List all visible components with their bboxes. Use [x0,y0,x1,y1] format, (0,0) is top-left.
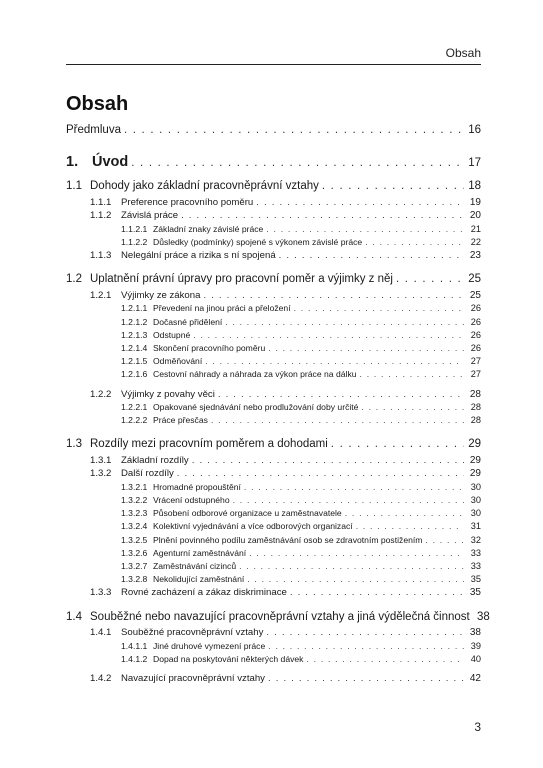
toc-entry-number: 1.1.1 [90,196,112,208]
toc-entry[interactable] [66,673,481,687]
page-number: 3 [474,720,481,734]
toc-entry-title: Působení odborové organizace u zaměstnavatele [153,508,342,519]
toc-entry[interactable] [66,343,481,356]
toc-entry-title: Opakované sjednávání nebo prodlužování doby určité [153,402,359,412]
toc-entry-page: 29 [469,454,481,466]
toc-entry-number: 1.3.1 [90,454,112,466]
toc-entry-page: 30 [470,481,481,492]
toc-entry-page: 17 [468,157,481,169]
toc-leader-dots [356,521,464,531]
toc-leader-dots [211,415,464,425]
toc-spacer [66,263,481,273]
toc-entry-page: 30 [470,508,481,519]
toc-entry[interactable] [66,508,481,521]
toc-leader-dots [331,438,464,450]
toc-entry-page: 27 [470,369,481,380]
toc-entry-number: 1. [66,154,79,170]
toc-entry-title: Dohody jako základní pracovněprávní vztahy [90,180,319,192]
toc-entry-title: Kolektivní vyjednávání a více odborových organizací [153,521,353,532]
toc-entry-number: 1.3.2.8 [121,574,148,585]
toc-entry-number: 1.3.2.4 [121,521,148,532]
toc-leader-dots [225,317,464,327]
toc-entry[interactable] [66,455,481,469]
toc-entry[interactable] [66,468,481,482]
toc-entry-number: 1.2.1.4 [121,342,148,353]
toc-entry[interactable] [66,654,481,667]
toc-entry[interactable] [66,402,481,415]
running-head: Obsah [445,46,481,60]
toc-leader-dots [279,250,464,261]
toc-entry-page: 21 [470,223,481,234]
toc-entry[interactable] [66,154,481,174]
toc-entry-page: 28 [469,388,481,400]
toc-entry-number: 1.1.2.2 [121,236,148,247]
toc-entry-title: Rovné zacházení a zákaz diskriminace [121,587,287,599]
toc-entry-number: 1.2 [66,273,82,286]
toc-entry-title: Další rozdíly [121,468,174,480]
toc-spacer [66,140,481,154]
toc-spacer [66,428,481,438]
table-of-contents [66,124,490,687]
toc-entry[interactable] [66,389,481,403]
toc-entry-number: 1.1.2 [90,210,112,221]
toc-entry-title: Odstupné [153,329,191,340]
toc-entry-number: 1.4.2 [90,673,112,685]
toc-entry-title: Převedení na jinou práci a přeložení [153,303,291,314]
toc-leader-dots [361,402,464,412]
toc-leader-dots [233,495,464,505]
toc-entry-number: 1.2.2.1 [121,402,148,412]
toc-entry-page: 16 [468,124,481,136]
toc-leader-dots [268,673,464,684]
toc-entry-number: 1.3.2.3 [121,508,148,519]
toc-entry[interactable] [66,197,481,211]
toc-leader-dots [244,482,464,492]
toc-entry[interactable] [66,210,481,224]
toc-entry-title: Hromadné propouštění [153,481,241,492]
toc-leader-dots [360,369,464,379]
toc-entry-title: Dopad na poskytování některých dávek [153,654,304,665]
toc-entry[interactable] [66,641,481,654]
page-title: Obsah [66,93,129,115]
toc-entry-page: 27 [470,356,481,367]
toc-entry-number: 1.1.2.1 [121,223,148,234]
toc-entry-page: 33 [470,561,481,571]
toc-leader-dots [247,574,464,584]
toc-entry-page: 42 [469,673,481,685]
toc-leader-dots [306,654,464,664]
toc-entry-page: 26 [470,329,481,340]
toc-entry-title: Zaměstnávání cizinců [153,561,237,571]
toc-entry-number: 1.2.1.5 [121,356,148,367]
toc-entry-page: 23 [469,249,481,261]
toc-leader-dots [218,389,464,400]
toc-entry-title: Vrácení odstupného [153,495,230,506]
toc-leader-dots [177,468,464,479]
toc-entry[interactable] [66,587,481,601]
toc-entry-number: 1.4.1.2 [121,654,148,665]
toc-leader-dots [266,627,464,638]
toc-leader-dots [181,210,464,221]
toc-entry-number: 1.3 [66,438,82,451]
toc-entry-page: 22 [470,236,481,247]
toc-entry-number: 1.4 [66,610,82,623]
toc-entry-page: 28 [470,415,481,426]
toc-entry[interactable] [66,561,481,574]
toc-entry[interactable] [66,369,481,382]
toc-entry-title: Výjimky ze zákona [121,289,201,301]
toc-entry[interactable] [66,495,481,508]
toc-entry-title: Plnění povinného podílu zaměstnávání osob se zdravotním postižením [153,534,423,545]
toc-entry-page: 19 [469,196,481,208]
toc-entry-page: 25 [469,289,481,301]
toc-entry-title: Jiné druhové vymezení práce [153,640,266,651]
toc-entry-title: Základní rozdíly [121,454,189,466]
toc-entry-number: 1.2.1.6 [121,369,148,380]
toc-leader-dots [205,356,464,366]
toc-entry-title: Cestovní náhrady a náhrada za výkon práce na dálku [153,369,357,380]
toc-entry-page: 25 [468,273,481,286]
toc-entry-page: 33 [470,547,481,558]
toc-entry[interactable] [66,627,481,641]
toc-leader-dots [294,303,464,313]
toc-entry-page: 28 [470,402,481,412]
toc-entry-title: Souběžné pracovněprávní vztahy [121,627,264,639]
toc-entry-page: 32 [470,534,481,545]
toc-entry-page: 29 [468,438,481,451]
toc-leader-dots [249,548,464,558]
toc-entry-page: 20 [469,210,481,221]
toc-leader-dots [365,237,464,247]
toc-entry[interactable] [66,574,481,587]
toc-spacer [66,601,481,611]
toc-leader-dots [193,330,464,340]
toc-entry[interactable] [66,482,481,495]
toc-entry[interactable] [66,180,481,197]
toc-entry[interactable] [66,273,481,290]
toc-entry-number: 1.1 [66,180,82,192]
toc-leader-dots [239,561,464,571]
toc-entry[interactable] [66,290,481,304]
toc-entry[interactable] [66,330,481,343]
toc-entry-page: 18 [468,180,481,192]
toc-entry-number: 1.2.1.1 [121,303,148,314]
toc-entry-page: 31 [470,521,481,532]
toc-entry-page: 26 [470,342,481,353]
toc-entry[interactable] [66,250,481,264]
toc-entry-title: Výjimky z povahy věci [121,388,215,400]
toc-entry[interactable] [66,521,481,534]
toc-entry-title: Práce přesčas [153,415,208,426]
toc-entry-page: 26 [470,316,481,327]
toc-leader-dots [203,290,464,301]
toc-entry-number: 1.4.1.1 [121,640,148,651]
toc-entry-title: Preference pracovního poměru [121,196,254,208]
toc-entry-number: 1.3.2.6 [121,547,148,558]
toc-entry-title: Předmluva [66,124,121,136]
toc-entry-number: 1.3.2 [90,468,112,480]
toc-entry-title: Nelegální práce a rizika s ní spojená [121,249,276,261]
toc-entry-page: 38 [476,610,490,623]
toc-entry-page: 38 [469,627,481,639]
toc-entry-page: 29 [469,468,481,480]
toc-entry-number: 1.2.2.2 [121,415,148,426]
toc-entry-page: 40 [470,654,481,665]
toc-leader-dots [256,197,464,208]
header-rule [66,64,481,65]
toc-entry[interactable] [66,438,481,455]
toc-entry-title: Úvod [92,154,129,170]
toc-entry[interactable] [66,317,481,330]
toc-entry-number: 1.2.1.2 [121,316,148,327]
toc-leader-dots [268,343,464,353]
toc-entry-title: Závislá práce [121,210,179,221]
toc-entry-title: Důsledky (podmínky) spojené s výkonem závislé práce [153,236,363,247]
toc-entry-title: Rozdíly mezi pracovním poměrem a dohodami [90,438,328,451]
toc-entry-page: 35 [469,587,481,599]
toc-entry[interactable] [66,356,481,369]
toc-leader-dots [266,224,464,234]
toc-leader-dots [290,587,464,598]
toc-entry-number: 1.2.2 [90,388,112,400]
toc-entry-title: Odměňování [153,356,203,367]
toc-entry[interactable] [66,535,481,548]
toc-entry-title: Uplatnění právní úpravy pro pracovní poměr a výjimky z něj [90,273,393,286]
toc-entry[interactable] [66,124,481,140]
toc-entry-number: 1.3.3 [90,587,112,599]
toc-leader-dots [396,273,464,285]
toc-entry-page: 26 [470,303,481,314]
toc-entry-number: 1.3.2.7 [121,561,148,571]
toc-leader-dots [124,124,464,136]
toc-entry[interactable] [66,610,490,628]
toc-entry-page: 39 [470,640,481,651]
toc-entry[interactable] [66,548,481,561]
toc-entry[interactable] [66,237,481,250]
toc-entry-page: 35 [470,574,481,585]
toc-leader-dots [345,508,464,518]
toc-entry-page: 30 [470,495,481,506]
toc-entry-number: 1.1.3 [90,249,112,261]
toc-entry-number: 1.4.1 [90,627,112,639]
toc-entry-title: Souběžné nebo navazující pracovněprávní vztahy a jiná výdělečná činnost [90,610,470,623]
toc-entry-number: 1.2.1.3 [121,329,148,340]
toc-entry-number: 1.2.1 [90,289,112,301]
toc-entry-number: 1.3.2.2 [121,495,148,506]
toc-entry[interactable] [66,224,481,237]
toc-leader-dots [425,535,464,545]
toc-entry-title: Nekolidující zaměstnání [153,574,245,585]
toc-entry-number: 1.3.2.1 [121,481,148,492]
toc-leader-dots [268,641,464,651]
toc-entry-title: Dočasné přidělení [153,316,223,327]
toc-entry-title: Navazující pracovněprávní vztahy [121,673,265,685]
toc-entry-title: Agenturní zaměstnávání [153,547,247,558]
toc-entry-title: Základní znaky závislé práce [153,223,264,234]
toc-leader-dots [192,455,464,466]
toc-entry-title: Skončení pracovního poměru [153,342,266,353]
toc-leader-dots [131,157,464,169]
toc-entry-number: 1.3.2.5 [121,534,148,545]
toc-entry[interactable] [66,415,481,428]
toc-leader-dots [322,180,464,192]
toc-entry[interactable] [66,303,481,316]
